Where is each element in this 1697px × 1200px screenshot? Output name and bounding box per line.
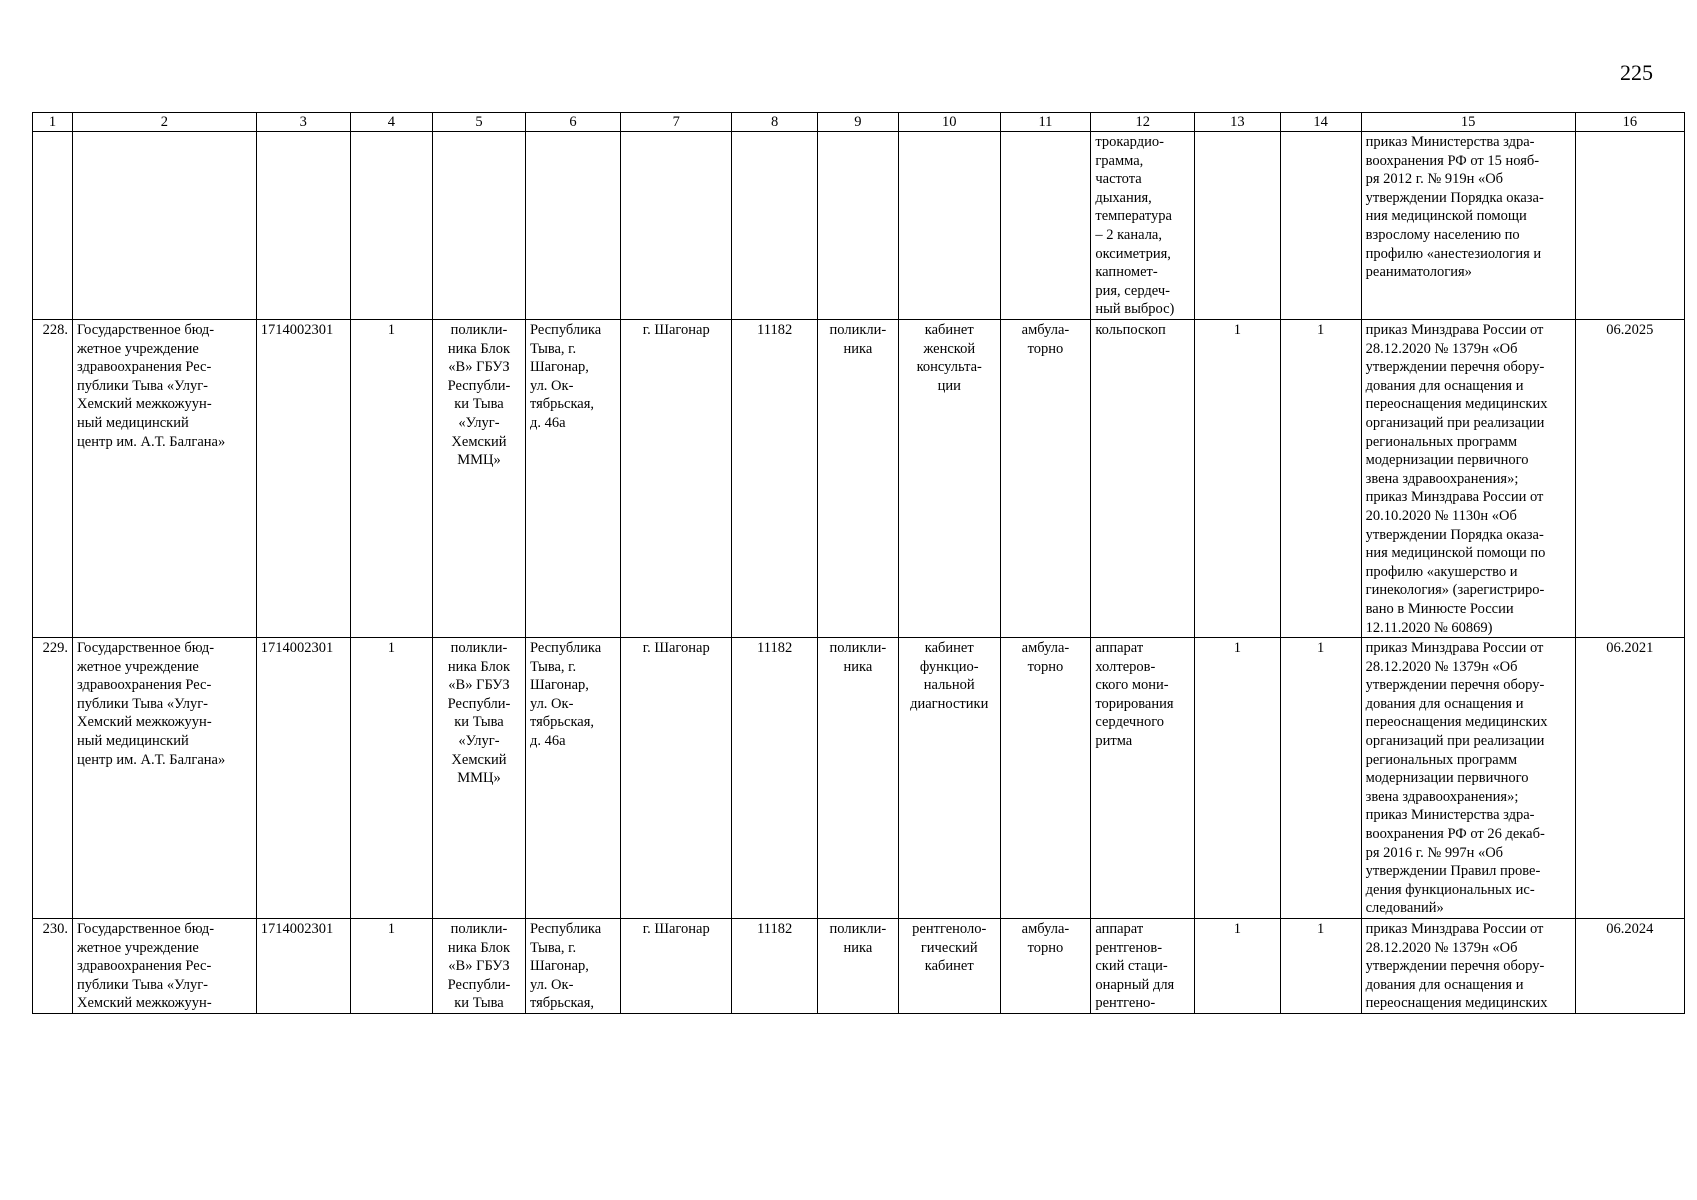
row-number: 230. — [33, 919, 73, 1014]
organization-code: 1714002301 — [256, 320, 350, 638]
delivery-date — [1575, 132, 1684, 320]
organization-code: 1714002301 — [256, 919, 350, 1014]
column-number: 13 — [1195, 113, 1280, 132]
oktmo-code — [732, 132, 817, 320]
column-number: 16 — [1575, 113, 1684, 132]
column-number: 6 — [525, 113, 620, 132]
column-number: 10 — [898, 113, 1000, 132]
organization-name — [73, 132, 257, 320]
row-number — [33, 132, 73, 320]
address: Республика Тыва, г. Шагонар, ул. Ок- тябрьская, д. 46а — [525, 638, 620, 919]
table-row — [33, 132, 1685, 320]
settlement — [621, 132, 732, 320]
column-number: 5 — [432, 113, 525, 132]
equipment-name: кольпоскоп — [1091, 320, 1195, 638]
care-form: амбула- торно — [1000, 320, 1091, 638]
unit-type: поликли- ника — [817, 919, 898, 1014]
unit-type — [817, 132, 898, 320]
equipment-registry-table — [32, 112, 1685, 1014]
table-row — [33, 320, 1685, 638]
column-number: 12 — [1091, 113, 1195, 132]
column-number: 2 — [73, 113, 257, 132]
room-name: кабинет функцио- нальной диагностики — [898, 638, 1000, 919]
quantity-col14: 1 — [1280, 919, 1361, 1014]
address: Республика Тыва, г. Шагонар, ул. Ок- тябрьская, — [525, 919, 620, 1014]
column-number: 8 — [732, 113, 817, 132]
address: Республика Тыва, г. Шагонар, ул. Ок- тябрьская, д. 46а — [525, 320, 620, 638]
equipment-name: аппарат холтеров- ского мони- торирования сердечного ритма — [1091, 638, 1195, 919]
oktmo-code: 11182 — [732, 320, 817, 638]
legal-basis: приказ Министерства здра- воохранения РФ от 15 нояб- ря 2012 г. № 919н «Об утверждении Порядка оказа- ния медицинской помощи взрослому населению по профилю «анестезиология и реаниматология» — [1361, 132, 1575, 320]
row-number: 229. — [33, 638, 73, 919]
settlement: г. Шагонар — [621, 638, 732, 919]
care-form: амбула- торно — [1000, 919, 1091, 1014]
address — [525, 132, 620, 320]
organization-name: Государственное бюд- жетное учреждение здравоохранения Рес- публики Тыва «Улуг- Хемский межкожуун- — [73, 919, 257, 1014]
quantity-col13: 1 — [1195, 320, 1280, 638]
building-name: поликли- ника Блок «В» ГБУЗ Республи- ки Тыва «Улуг- Хемский ММЦ» — [432, 320, 525, 638]
column-number: 3 — [256, 113, 350, 132]
oktmo-code: 11182 — [732, 638, 817, 919]
unit-type: поликли- ника — [817, 320, 898, 638]
delivery-date: 06.2025 — [1575, 320, 1684, 638]
quantity-col4 — [350, 132, 432, 320]
quantity-col13 — [1195, 132, 1280, 320]
table-row — [33, 919, 1685, 1014]
quantity-col4: 1 — [350, 320, 432, 638]
legal-basis: приказ Минздрава России от 28.12.2020 № 1379н «Об утверждении перечня обору- дования для оснащения и переоснащения медицинских организаций при реализации региональных программ модернизации первичного звена здравоохранения»; приказ Минздрава России от 20.10.2020 № 1130н «Об утверждении Порядка оказа- ния медицинской помощи по профилю «акушерство и гинекология» (зарегистриро- вано в Минюсте России 12.11.2020 № 60869) — [1361, 320, 1575, 638]
equipment-name: аппарат рентгенов- ский стаци- онарный для рентгено- — [1091, 919, 1195, 1014]
building-name: поликли- ника Блок «В» ГБУЗ Республи- ки Тыва «Улуг- Хемский ММЦ» — [432, 638, 525, 919]
oktmo-code: 11182 — [732, 919, 817, 1014]
organization-name: Государственное бюд- жетное учреждение здравоохранения Рес- публики Тыва «Улуг- Хемский межкожуун- ный медицинский центр им. А.Т. Балгана» — [73, 320, 257, 638]
column-number: 14 — [1280, 113, 1361, 132]
unit-type: поликли- ника — [817, 638, 898, 919]
organization-code — [256, 132, 350, 320]
quantity-col14: 1 — [1280, 638, 1361, 919]
column-number: 15 — [1361, 113, 1575, 132]
quantity-col4: 1 — [350, 638, 432, 919]
legal-basis: приказ Минздрава России от 28.12.2020 № 1379н «Об утверждении перечня обору- дования для оснащения и переоснащения медицинских — [1361, 919, 1575, 1014]
quantity-col13: 1 — [1195, 638, 1280, 919]
quantity-col13: 1 — [1195, 919, 1280, 1014]
organization-code: 1714002301 — [256, 638, 350, 919]
column-number-row — [33, 113, 1685, 132]
organization-name: Государственное бюд- жетное учреждение здравоохранения Рес- публики Тыва «Улуг- Хемский межкожуун- ный медицинский центр им. А.Т. Балгана» — [73, 638, 257, 919]
room-name — [898, 132, 1000, 320]
legal-basis: приказ Минздрава России от 28.12.2020 № 1379н «Об утверждении перечня обору- дования для оснащения и переоснащения медицинских организаций при реализации региональных программ модернизации первичного звена здравоохранения»; приказ Министерства здра- воохранения РФ от 26 декаб- ря 2016 г. № 997н «Об утверждении Правил прове- дения функциональных ис- следований» — [1361, 638, 1575, 919]
settlement: г. Шагонар — [621, 919, 732, 1014]
room-name: кабинет женской консульта- ции — [898, 320, 1000, 638]
care-form: амбула- торно — [1000, 638, 1091, 919]
building-name: поликли- ника Блок «В» ГБУЗ Республи- ки Тыва — [432, 919, 525, 1014]
column-number: 11 — [1000, 113, 1091, 132]
column-number: 4 — [350, 113, 432, 132]
building-name — [432, 132, 525, 320]
settlement: г. Шагонар — [621, 320, 732, 638]
room-name: рентгеноло- гический кабинет — [898, 919, 1000, 1014]
column-number: 9 — [817, 113, 898, 132]
table-row — [33, 638, 1685, 919]
quantity-col4: 1 — [350, 919, 432, 1014]
page-number: 225 — [1620, 60, 1653, 85]
column-number: 7 — [621, 113, 732, 132]
row-number: 228. — [33, 320, 73, 638]
quantity-col14: 1 — [1280, 320, 1361, 638]
delivery-date: 06.2021 — [1575, 638, 1684, 919]
quantity-col14 — [1280, 132, 1361, 320]
delivery-date: 06.2024 — [1575, 919, 1684, 1014]
equipment-name: трокардио- грамма, частота дыхания, температура – 2 канала, оксиметрия, капномет- рия, сердеч- ный выброс) — [1091, 132, 1195, 320]
care-form — [1000, 132, 1091, 320]
column-number: 1 — [33, 113, 73, 132]
